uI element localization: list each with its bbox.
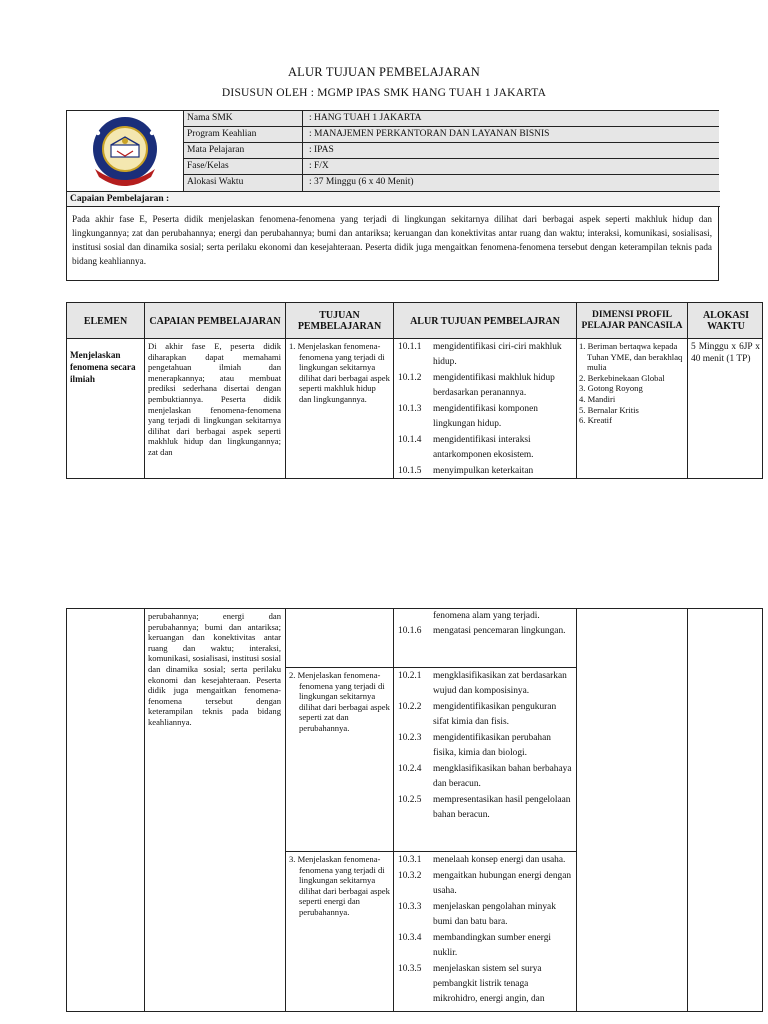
header-alokasi: ALOKASI WAKTU	[702, 310, 750, 332]
alur-item-number: 10.2.2	[398, 702, 422, 712]
alur-item-number: 10.2.3	[398, 733, 422, 743]
info-row-program-keahlian: Program Keahlian : MANAJEMEN PERKANTORAN DAN LAYANAN BISNIS	[184, 127, 719, 143]
atp-table-page-1	[66, 302, 763, 479]
alur-item	[398, 700, 574, 730]
alur-item	[398, 762, 574, 792]
header-dimensi: DIMENSI PROFIL PELAJAR PANCASILA	[581, 310, 683, 331]
elemen-cell: Menjelaskan fenomena secara ilmiah	[70, 350, 136, 384]
alur-item-text: menjelaskan pengolahan minyak bumi dan batu bara.	[433, 902, 556, 927]
capaian-cell: Di akhir fase E, peserta didik diharapkan dapat memahami pengetahuan ilmiah dan menerapkannya; atau membuat prediksi sederhana disertai dengan pembuktiannya. Peserta didik menjelaskan fenomena-fenomena yang terjadi di lingkungan sekitarnya dilihat dari berbagai aspek seperti makhluk hidup dan lingkungannya; zat dan	[148, 341, 281, 457]
header-capaian: CAPAIAN PEMBELAJARAN	[149, 315, 281, 327]
alur-item-text: mengklasifikasikan bahan berbahaya dan beracun.	[433, 764, 572, 789]
tujuan-item-1: 1. Menjelaskan fenomena-fenomena yang terjadi di lingkungan sekitarnya dilihat dari berbagai aspek seperti makhluk hidup dan lingkungannya.	[289, 341, 390, 404]
alur-item-text: menjelaskan sistem sel surya pembangkit listrik tenaga mikrohidro, energi angin, dan	[433, 964, 545, 1004]
alur-list-10-3	[398, 853, 574, 1008]
info-header-table	[66, 110, 719, 281]
alur-item-text: mengidentifikasikan pengukuran sifat kimia dan fisis.	[433, 702, 557, 727]
capaian-pembelajaran-label: Capaian Pembelajaran :	[67, 191, 720, 207]
alur-item	[398, 340, 574, 370]
alur-item-text: menyimpulkan keterkaitan	[433, 466, 534, 476]
alur-item-number: 10.3.1	[398, 855, 422, 865]
info-row-fase-kelas: Fase/Kelas : F/X	[184, 159, 719, 175]
alur-item-text: mengidentifikasi interaksi antarkomponen ekosistem.	[433, 435, 534, 460]
alur-item-number: 10.1.6	[398, 626, 422, 636]
alokasi-cell: 5 Minggu x 6JP x 40 menit (1 TP)	[691, 342, 760, 364]
alur-continued-text: fenomena alam yang terjadi.	[433, 611, 540, 621]
alur-item-text: mengklasifikasikan zat berdasarkan wujud dan komposisinya.	[433, 671, 567, 696]
alur-item	[398, 869, 574, 899]
alur-item-text: membandingkan sumber energi nuklir.	[433, 933, 552, 958]
capaian-pembelajaran-text: Pada akhir fase E, Peserta didik menjelaskan fenomena-fenomena yang terjadi di lingkungan sekitarnya dilihat dari berbagai aspek seperti makhluk hidup dan lingkungannya; zat dan perubahannya; energi dan perubahannya; bumi dan antariksa; keruangan dan konektivitas antar ruang dan waktu; interaksi, komunikasi, sosialisasi, institusi sosial dan dinamika sosial; serta perilaku ekonomi dan kesejahteraan. Peserta didik juga mengaitkan fenomena-fenomena tersebut dengan keterampilan teknis pada bidang keahliannya.	[72, 214, 712, 266]
alur-item	[398, 669, 574, 699]
info-row-nama-smk: Nama SMK : HANG TUAH 1 JAKARTA	[184, 111, 719, 127]
alur-item-number: 10.3.2	[398, 871, 422, 881]
alur-item-text: menelaah konsep energi dan usaha.	[433, 855, 566, 865]
alur-list-10-2	[398, 669, 574, 824]
alur-list	[398, 340, 574, 479]
school-logo-icon	[67, 111, 184, 191]
dimensi-item: 4. Mandiri	[579, 393, 616, 404]
document-subtitle: DISUSUN OLEH : MGMP IPAS SMK HANG TUAH 1 JAKARTA	[221, 87, 547, 99]
alur-list	[398, 669, 574, 823]
alur-item	[398, 853, 574, 868]
alur-item	[398, 731, 574, 761]
alur-continued	[398, 609, 574, 640]
alur-item-text: mengidentifikasi makhluk hidup berdasarkan peranannya.	[433, 373, 555, 398]
alur-list	[398, 853, 574, 1007]
tujuan-item-2: 2. Menjelaskan fenomena-fenomena yang terjadi di lingkungan sekitarnya dilihat dari berbagai aspek seperti zat dan perubahannya.	[289, 670, 390, 733]
alur-item	[398, 371, 574, 401]
logo-cell	[67, 111, 184, 191]
capaian-cell-continued: perubahannya; energi dan perubahannya; bumi dan antariksa; keruangan dan konektivitas antar ruang dan waktu; interaksi, komunikasi, sosialisasi, institusi sosial dan dinamika sosial; serta perilaku ekonomi dan kesejahteraan. Peserta didik juga mengaitkan fenomena-fenomena tersebut dengan keterampilan teknis pada bidang keahliannya.	[148, 611, 281, 727]
header-tujuan: TUJUAN PEMBELAJARAN	[297, 310, 382, 332]
alur-item-number: 10.3.4	[398, 933, 422, 943]
dimensi-item: 6. Kreatif	[579, 415, 612, 426]
alur-item	[398, 433, 574, 463]
dimensi-item: 3. Gotong Royong	[579, 383, 643, 394]
alur-item-text: mempresentasikan hasil pengelolaan bahan beracun.	[433, 795, 571, 820]
alur-item-text: mengidentifikasikan perubahan fisika, kimia dan biologi.	[433, 733, 551, 758]
atp-table-page-2	[66, 608, 763, 1012]
alur-item-text: mengaitkan hubungan energi dengan usaha.	[433, 871, 572, 896]
alur-item	[398, 402, 574, 432]
alur-item-number: 10.2.5	[398, 795, 422, 805]
alur-item-number: 10.1.1	[398, 342, 422, 352]
info-row-alokasi-waktu: Alokasi Waktu : 37 Minggu (6 x 40 Menit)	[184, 175, 719, 191]
alur-item-number: 10.2.4	[398, 764, 422, 774]
alur-item	[398, 624, 574, 639]
header-alur: ALUR TUJUAN PEMBELAJRAN	[410, 315, 560, 327]
dimensi-list	[579, 341, 685, 426]
alur-item	[398, 793, 574, 823]
document-title: ALUR TUJUAN PEMBELAJARAN	[287, 65, 481, 79]
alur-item-number: 10.1.3	[398, 404, 422, 414]
header-elemen: ELEMEN	[83, 315, 128, 327]
alur-item	[398, 931, 574, 961]
alur-item	[398, 900, 574, 930]
dimensi-item: 2. Berkebinekaan Global	[579, 372, 665, 383]
alur-item-text: mengidentifikasi komponen lingkungan hidup.	[433, 404, 538, 429]
alur-item-text: mengatasi pencemaran lingkungan.	[433, 626, 566, 636]
alur-item	[398, 464, 574, 479]
alur-item-number: 10.3.3	[398, 902, 422, 912]
alur-list-page-1	[398, 340, 574, 478]
alur-item-number: 10.1.5	[398, 466, 422, 476]
alur-item-number: 10.2.1	[398, 671, 422, 681]
dimensi-item: 5. Bernalar Kritis	[579, 404, 639, 415]
alur-list	[398, 624, 574, 639]
alur-item-number: 10.1.2	[398, 373, 422, 383]
alur-item	[398, 962, 574, 1007]
tujuan-item-3: 3. Menjelaskan fenomena-fenomena yang terjadi di lingkungan sekitarnya dilihat dari berbagai aspek seperti energi dan perubahannya.	[289, 854, 390, 917]
alur-item-number: 10.1.4	[398, 435, 422, 445]
dimensi-item: 1. Beriman bertaqwa kepada Tuhan YME, dan berakhlaq mulia	[579, 341, 683, 373]
alur-item-number: 10.3.5	[398, 964, 422, 974]
info-row-mata-pelajaran: Mata Pelajaran : IPAS	[184, 143, 719, 159]
alur-item-text: mengidentifikasi ciri-ciri makhluk hidup.	[433, 342, 562, 367]
